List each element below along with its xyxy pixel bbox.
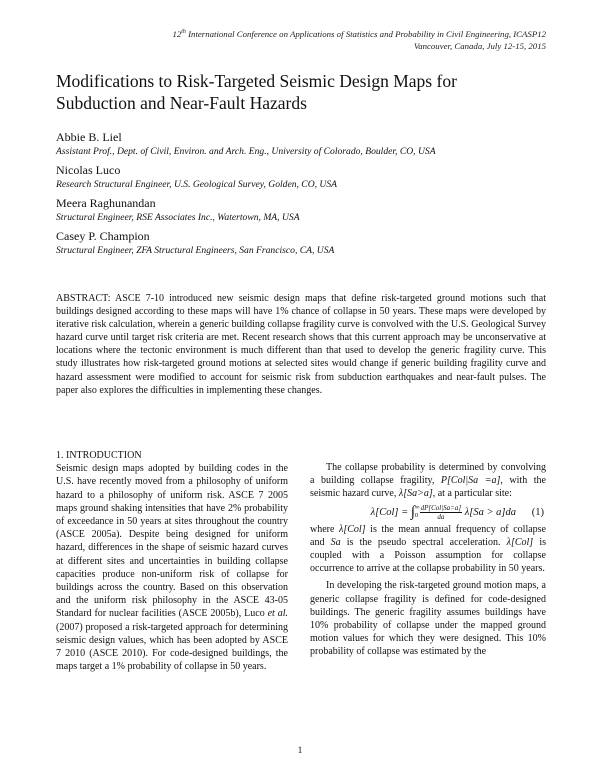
author-affiliation: Research Structural Engineer, U.S. Geological Survey, Golden, CO, USA [56, 179, 338, 190]
author-name: Casey P. Champion [56, 229, 150, 243]
equation-1 [310, 504, 546, 521]
author-block [56, 228, 556, 257]
integral-sign: ∫ [410, 503, 415, 520]
page-number: 1 [297, 746, 303, 756]
author-affiliation: Structural Engineer, ZFA Structural Engineers, San Francisco, CA, USA [56, 245, 335, 256]
derivative-fraction: $\frac{\text{dP[Col|Sa=a]}}{da}$ [420, 503, 462, 521]
author-name: Abbie B. Liel [56, 130, 122, 144]
title-line-2: Subduction and Near-Fault Hazards [56, 93, 307, 113]
conference-location: Vancouver, Canada, July 12-15, 2015 [413, 40, 546, 51]
conference-name: International Conference on Applications of Statistics and Probability in Civil Engineering, ICASP12 [185, 28, 546, 39]
author-block [56, 195, 556, 224]
right-column [310, 437, 546, 659]
author-block [56, 162, 556, 191]
ordinal-suffix: th [181, 29, 186, 35]
author-affiliation: Assistant Prof., Dept. of Civil, Environ. and Arch. Eng., University of Colorado, Boulder, CO, USA [56, 146, 436, 157]
intro-paragraph-4: In developing the risk-targeted ground motion maps, a generic collapse fragility is defined for code-designed buildings. The generic fragility assumes buildings have 10% probability of collapse under the mapped ground motion values for which they were designed. This 10% probability of collapse was estimated by the [310, 580, 546, 658]
equation-rhs: λ[Sa > a]da [462, 506, 516, 518]
ordinal: 12 [172, 28, 182, 39]
equation-number: (1) [531, 506, 544, 518]
author-name: Meera Raghunandan [56, 196, 156, 210]
author-list [56, 129, 556, 261]
fragility-expression: P[Col|Sa =a] [440, 475, 501, 487]
intro-paragraph-2: The collapse probability is determined by convolving a building collapse fragility, P[Col|Sa =a], with the seismic hazard curve, λ[Sa>a], at a particular site: [310, 462, 546, 500]
hazard-expression: λ[Sa>a] [398, 488, 433, 500]
abstract: ABSTRACT: ASCE 7-10 introduced new seismic design maps that define risk-targeted ground motions such that buildings designed according to these maps will have 1% chance of collapse in 50 years. These maps were developed by iterative risk calculation, wherein a generic building collapse fragility curve is convolved with the U.S. Geological Survey hazard curve until target risk criteria are met. Recent research shows that this current approach may be unconservative at locations where the tectonic environment is much different than that used to develop the generic fragility curve. This study illustrates how risk-targeted ground motions at selected sites would change if generic building fragility curve and hazard assessment were modified to account for seismic risk from subduction earthquakes and near-fault pulses. The paper also explores the difficulties in implementing these changes. [56, 293, 546, 396]
left-column [56, 449, 288, 673]
et-al: et al. [267, 608, 289, 620]
equation-lhs: λ[Col] = [370, 506, 411, 518]
conference-line [172, 26, 546, 40]
title-line-1: Modifications to Risk-Targeted Seismic Design Maps for [56, 71, 457, 91]
intro-paragraph-3: where λ[Col] is the mean annual frequency of collapse and Sa is the pseudo spectral acceleration. λ[Col] is coupled with a Poisson assumption for collapse occurrence to arrive at the collapse probability in 50 years. [310, 523, 546, 575]
running-header [172, 26, 546, 52]
author-affiliation: Structural Engineer, RSE Associates Inc., Watertown, MA, USA [56, 212, 300, 223]
intro-paragraph-1: Seismic design maps adopted by building codes in the U.S. have recently moved from a philosophy of uniform hazard to a philosophy of uniform risk. ASCE 7 2005 maps ground shaking intensities that have 2% probability of exceedance in 50 years at sites throughout the country (ASCE 2005a). Despite being designed for uniform hazard, differences in the shape of seismic hazard curves at different sites and uncertainties in building collapse capacities produce non-uniform risk of collapse for buildings across the country. Based on this observation and the uniform risk philosophy in the ASCE 43-05 Standard for nuclear facilities (ASCE 2005b), Luco et al. (2007) proposed a risk-targeted approach for determining seismic design values, which has been adopted by ASCE 7 2010 (ASCE 2010). For code-designed buildings, the maps target a 1% probability of collapse in 50 years. [56, 463, 289, 673]
author-block [56, 129, 556, 158]
integral-limits: ∞ 0 [414, 504, 420, 520]
paper-title [56, 70, 536, 114]
author-name: Nicolas Luco [56, 163, 121, 177]
section-heading: 1. INTRODUCTION [56, 450, 142, 461]
